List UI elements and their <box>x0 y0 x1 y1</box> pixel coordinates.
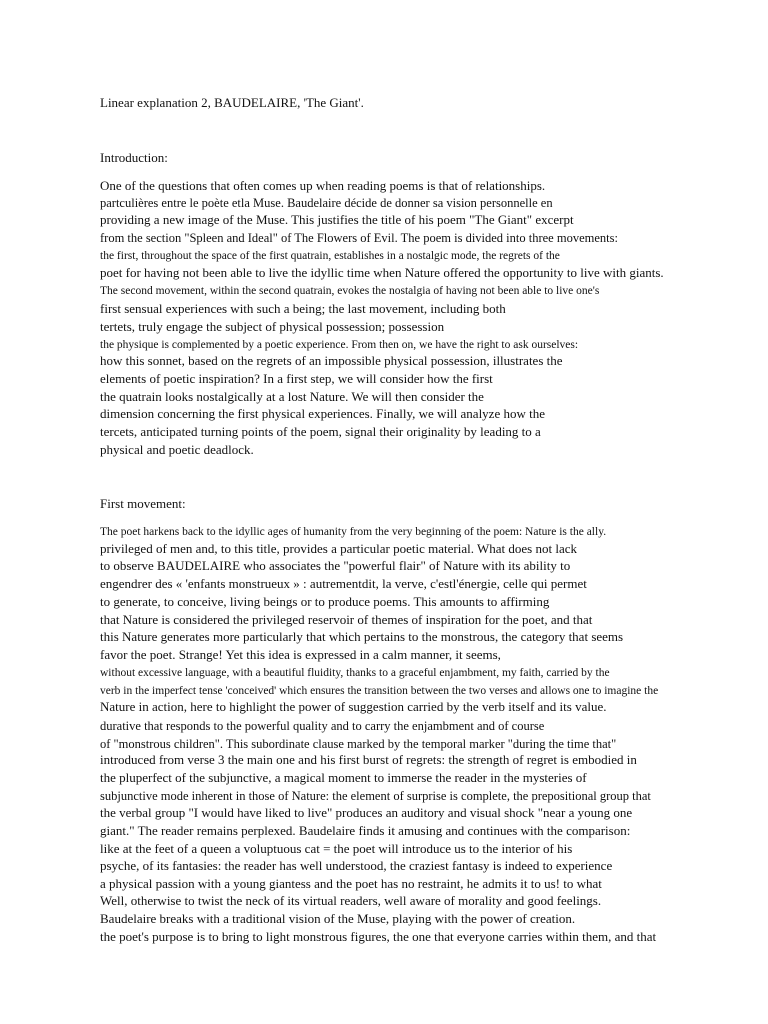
text-line: The second movement, within the second quatrain, evokes the nostalgia of having not been able to live one's <box>100 285 600 297</box>
text-line: tertets, truly engage the subject of physical possession; possession <box>100 319 445 334</box>
text-line: subjunctive mode inherent in those of Nature: the element of surprise is complete, the prepositional group that <box>100 789 651 803</box>
text-line: The poet harkens back to the idyllic ages of humanity from the very beginning of the poem: Nature is the ally. <box>100 526 607 538</box>
text-line: the physique is complemented by a poetic experience. From then on, we have the right to ask ourselves: <box>100 339 579 351</box>
text-line: durative that responds to the powerful quality and to carry the enjambment and of course <box>100 719 545 733</box>
text-line: this Nature generates more particularly that which pertains to the monstrous, the category that seems <box>100 629 624 644</box>
text-line: verb in the imperfect tense 'conceived' which ensures the transition between the two verses and allows one to imagine the <box>100 685 659 697</box>
text-line: Baudelaire breaks with a traditional vision of the Muse, playing with the power of creation. <box>100 911 576 926</box>
text-line: privileged of men and, to this title, provides a particular poetic material. What does not lack <box>100 541 578 556</box>
text-line: to observe BAUDELAIRE who associates the "powerful flair" of Nature with its ability to <box>100 558 571 573</box>
text-line: poet for having not been able to live the idyllic time when Nature offered the opportunity to live with giants. <box>100 265 664 280</box>
text-line: the pluperfect of the subjunctive, a magical moment to immerse the reader in the mysteries of <box>100 770 587 785</box>
text-line: the poet's purpose is to bring to light monstrous figures, the one that everyone carries within them, and that <box>100 929 657 944</box>
text-line: dimension concerning the first physical experiences. Finally, we will analyze how the <box>100 406 545 421</box>
text-line: like at the feet of a queen a voluptuous cat = the poet will introduce us to the interior of his <box>100 841 573 856</box>
text-line: psyche, of its fantasies: the reader has well understood, the craziest fantasy is indeed to experience <box>100 858 613 873</box>
text-line: from the section "Spleen and Ideal" of The Flowers of Evil. The poem is divided into three movements: <box>100 231 618 245</box>
text-line: a physical passion with a young giantess and the poet has no restraint, he admits it to us! to what <box>100 876 602 891</box>
text-line: of "monstrous children". This subordinate clause marked by the temporal marker "during the time that" <box>100 737 617 751</box>
text-line: Well, otherwise to twist the neck of its virtual readers, well aware of morality and good feelings. <box>100 893 602 908</box>
text-line: the quatrain looks nostalgically at a lost Nature. We will then consider the <box>100 389 484 404</box>
text-line: without excessive language, with a beautiful fluidity, thanks to a graceful enjambment, my faith, carried by the <box>100 667 610 679</box>
text-line: Nature in action, here to highlight the power of suggestion carried by the verb itself and its value. <box>100 699 607 714</box>
text-line: One of the questions that often comes up when reading poems is that of relationships. <box>100 178 546 193</box>
text-line: to generate, to conceive, living beings or to produce poems. This amounts to affirming <box>100 594 550 609</box>
first-movement-heading: First movement: <box>100 496 186 511</box>
document-title: Linear explanation 2, BAUDELAIRE, 'The Giant'. <box>100 95 364 110</box>
text-line: introduced from verse 3 the main one and his first burst of regrets: the strength of regret is embodied in <box>100 752 637 767</box>
text-line: tercets, anticipated turning points of the poem, signal their originality by leading to a <box>100 424 541 439</box>
text-line: giant." The reader remains perplexed. Baudelaire finds it amusing and continues with the comparison: <box>100 823 631 838</box>
text-line: that Nature is considered the privileged reservoir of themes of inspiration for the poet, and that <box>100 612 593 627</box>
text-line: engendrer des « 'enfants monstrueux » : autrementdit, la verve, c'estl'énergie, celle qui permet <box>100 576 587 591</box>
text-line: elements of poetic inspiration? In a first step, we will consider how the first <box>100 371 493 386</box>
text-line: first sensual experiences with such a being; the last movement, including both <box>100 301 506 316</box>
introduction-heading: Introduction: <box>100 150 168 165</box>
text-line: physical and poetic deadlock. <box>100 442 254 457</box>
text-line: favor the poet. Strange! Yet this idea is expressed in a calm manner, it seems, <box>100 647 501 662</box>
text-line: providing a new image of the Muse. This justifies the title of his poem "The Giant" excerpt <box>100 212 574 227</box>
text-line: the verbal group "I would have liked to live" produces an auditory and visual shock "near a young one <box>100 805 633 820</box>
text-line: the first, throughout the space of the first quatrain, establishes in a nostalgic mode, the regrets of the <box>100 250 560 262</box>
text-line: how this sonnet, based on the regrets of an impossible physical possession, illustrates the <box>100 353 563 368</box>
text-line: partculières entre le poète etla Muse. Baudelaire décide de donner sa vision personnelle en <box>100 196 553 210</box>
